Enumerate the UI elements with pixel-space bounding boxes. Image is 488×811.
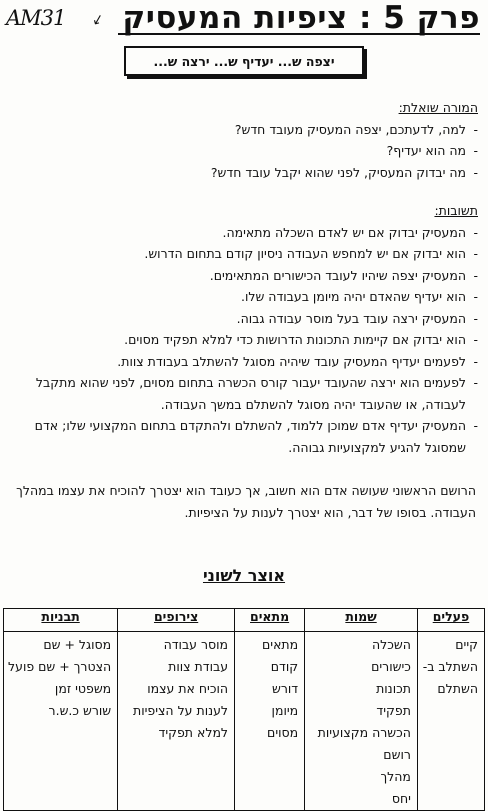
- answers-section: [14, 200, 478, 458]
- vocab-word: מיומן: [271, 703, 299, 718]
- vocab-cell-adjectives: [235, 632, 305, 811]
- vocab-word: שורש כ.ש.ר: [48, 703, 112, 718]
- vocab-cell-phrases: [118, 632, 235, 811]
- vocab-header-patterns: תבניות: [4, 609, 118, 632]
- vocab-word: לענות על הציפיות: [133, 703, 229, 718]
- vocab-cell-verbs: [417, 632, 484, 811]
- answers-label: תשובות:: [434, 203, 478, 218]
- vocab-header-phrases: צירופים: [118, 609, 235, 632]
- vocab-header-nouns: שמות: [305, 609, 418, 632]
- answer-item: - המעסיק ירצה עובד בעל מוסר עבודה גבוה.: [14, 308, 478, 330]
- answer-item: - המעסיק יבדוק אם יש לאדם השכלה מתאימה.: [14, 222, 478, 244]
- vocab-word: כישורים: [371, 659, 411, 674]
- question-item: - מה הוא יעדיף?: [14, 140, 478, 162]
- vocab-word: השתלב ב-: [422, 659, 478, 674]
- questions-list: [14, 119, 478, 184]
- vocab-word: עבודת צוות: [168, 659, 229, 674]
- vocab-word: הצטרך + שם פועל: [8, 659, 112, 674]
- questions-section: [14, 97, 478, 183]
- answer-item: - לפעמים יעדיף המעסיק עובד שיהיה מסוגל להשתלב בעבודת צוות.: [14, 351, 478, 373]
- vocab-word: יחס: [391, 791, 411, 806]
- chapter-title: פרק 5 : ציפיות המעסיק: [122, 0, 480, 36]
- vocab-cell-patterns: [4, 632, 118, 811]
- vocab-word: תפקיד: [376, 703, 411, 718]
- questions-label: המורה שואלת:: [398, 100, 478, 115]
- vocab-word: מסוגל + שם: [43, 637, 112, 652]
- question-item: - מה יבדוק המעסיק, לפני שהוא יקבל עובד חדש?: [14, 162, 478, 184]
- vocab-word: למלא תפקיד: [158, 725, 229, 740]
- vocab-header-verbs: פעלים: [417, 609, 484, 632]
- answer-item: - הוא יבדוק אם קיימות התכונות הדרושות כדי למלא תפקיד מסוים.: [14, 329, 478, 351]
- phrase-banner: יצפה ש... יעדיף ש... ירצה ש...: [124, 46, 364, 76]
- title-underline: [118, 33, 480, 35]
- answer-item: - הוא יבדוק אם יש למחפש העבודה ניסיון קודם בתחום הדרוש.: [14, 243, 478, 265]
- answer-item: - הוא יעדיף שהאדם יהיה מיומן בעבודה שלו.: [14, 286, 478, 308]
- vocab-header-adjectives: מתאים: [235, 609, 305, 632]
- vocab-word: השתלם: [437, 681, 478, 696]
- answer-item: - המעסיק יצפה שיהיו לעובד הכישורים המתאימים.: [14, 265, 478, 287]
- question-item: - למה, לדעתכם, יצפה המעסיק מעובד חדש?: [14, 119, 478, 141]
- vocab-word: משפטי זמן: [54, 681, 112, 696]
- vocab-table: [3, 608, 485, 811]
- vocab-header-row: [4, 609, 485, 632]
- vocab-word: רושם: [383, 747, 411, 762]
- vocab-word: דורש: [271, 681, 299, 696]
- vocab-word: קיים: [455, 637, 478, 652]
- vocab-title: אוצר לשוני: [202, 566, 286, 585]
- closing-paragraph: הרושם הראשוני שעושה אדם הוא חשוב, אך כעובד הוא יצטרך להוכיח את עצמו במהלך העבודה. בסופו של דבר, הוא יצטרך לענות על הציפיות.: [16, 483, 476, 520]
- vocab-word: הוכיח את עצמו: [147, 681, 229, 696]
- answer-item: - המעסיק יעדיף אדם שמוכן ללמוד, להשתלם ולהתקדם בתחום המקצועי שלו; אדם שמסוגל להגיע למקצועיות גבוהה.: [14, 415, 478, 458]
- vocab-cell-nouns: [305, 632, 418, 811]
- vocab-word: קודם: [270, 659, 299, 674]
- handwritten-check-mark: ↙: [90, 10, 106, 30]
- vocab-word: מתאים: [261, 637, 299, 652]
- vocab-word: השכלה: [372, 637, 411, 652]
- vocab-body-row: [4, 632, 485, 811]
- vocab-word: תכונות: [376, 681, 411, 696]
- answer-item: - לפעמים הוא ירצה שהעובד יעבור קורס הכשרה בתחום מסוים, לפני שהוא מתקבל לעבודה, או שהעובד יהיה מסוגל להשתלם במשך העבודה.: [14, 372, 478, 415]
- vocab-word: הכשרה מקצועיות: [317, 725, 411, 740]
- vocab-word: מוסר עבודה: [163, 637, 229, 652]
- vocab-word: מסוים: [267, 725, 299, 740]
- vocab-word: מהלך: [380, 769, 411, 784]
- answers-list: [14, 222, 478, 459]
- handwritten-code: AM31: [6, 6, 66, 30]
